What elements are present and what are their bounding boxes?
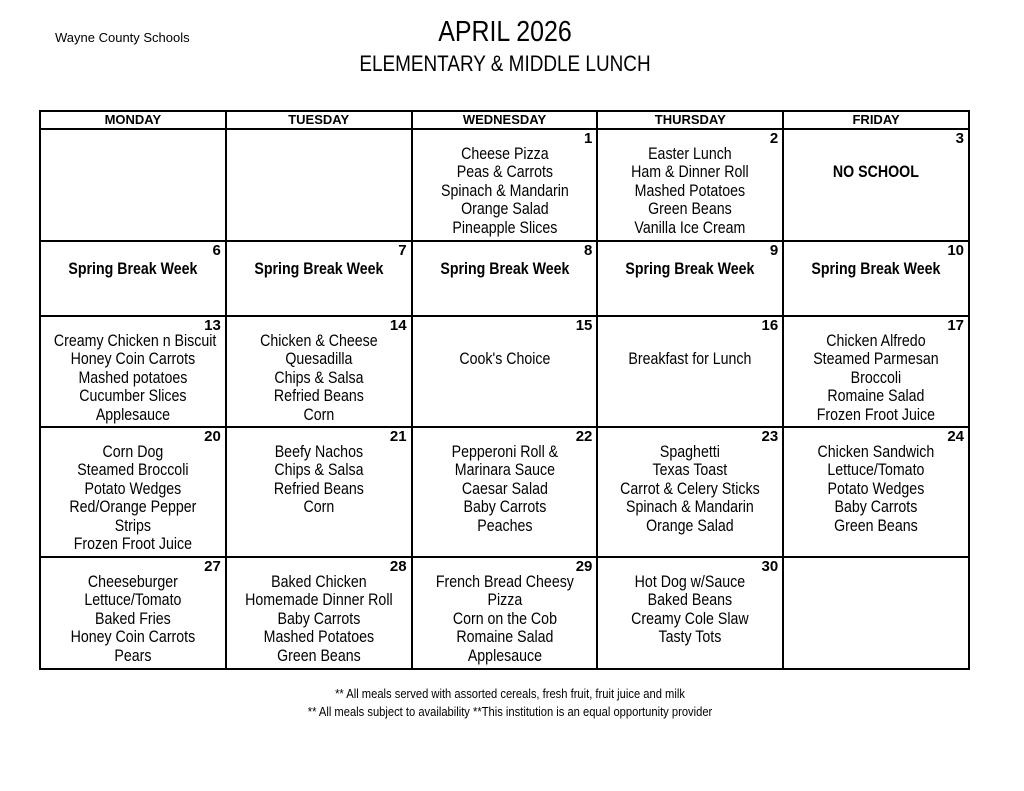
day-cell: [597, 129, 783, 241]
menu-item: Baked Fries: [95, 609, 171, 628]
menu-items: [598, 130, 782, 237]
menu-item: Spring Break Week: [625, 260, 755, 278]
menu-item: Pineapple Slices: [452, 218, 557, 237]
menu-item: Cucumber Slices: [79, 387, 187, 406]
lunch-calendar: [39, 110, 970, 670]
menu-item: Pizza: [487, 591, 522, 610]
week-row: [40, 427, 969, 557]
menu-items: [41, 428, 225, 553]
day-number: 9: [769, 242, 779, 259]
menu-item: Ham & Dinner Roll: [631, 163, 750, 182]
day-number: 1: [584, 130, 593, 147]
menu-item: Strips: [114, 516, 152, 535]
week-row: [40, 129, 969, 241]
day-number: 2: [769, 130, 779, 147]
menu-item: Orange Salad: [460, 200, 549, 219]
day-number: 13: [204, 317, 221, 334]
menu-item: Lettuce/Tomato: [84, 591, 182, 610]
footer-note-availability: ** All meals subject to availability **This institution is an equal opportunity provider: [307, 704, 713, 719]
menu-item: Corn on the Cob: [452, 609, 557, 628]
day-cell: [40, 557, 226, 669]
menu-item: Chicken & Cheese: [259, 332, 378, 350]
menu-item: Easter Lunch: [648, 145, 733, 163]
day-cell: [412, 427, 598, 557]
menu-item: Refried Beans: [273, 387, 364, 406]
day-cell: [597, 427, 783, 557]
menu-items: [227, 242, 411, 278]
day-cell: [597, 557, 783, 669]
day-cell: [40, 129, 226, 241]
menu-items: [784, 317, 968, 424]
menu-item: Beefy Nachos: [274, 443, 363, 461]
menu-item: Frozen Froot Juice: [816, 405, 936, 424]
menu-item: Green Beans: [834, 516, 918, 535]
menu-item: Honey Coin Carrots: [70, 628, 196, 647]
day-number: 28: [389, 558, 407, 575]
day-number: 17: [947, 317, 964, 334]
menu-items: [784, 130, 968, 181]
menu-item: Spring Break Week: [68, 260, 198, 278]
menu-items: [784, 242, 968, 278]
menu-item: Spaghetti: [660, 443, 721, 461]
weekday-header: MONDAY: [40, 111, 226, 129]
menu-item: Spring Break Week: [811, 260, 941, 278]
menu-item: Frozen Froot Juice: [73, 535, 193, 554]
day-cell: [597, 241, 783, 316]
week-row: [40, 316, 969, 427]
menu-item: Broccoli: [850, 368, 902, 387]
menu-items: [41, 242, 225, 278]
day-cell: [226, 241, 412, 316]
menu-item: Mashed Potatoes: [635, 181, 746, 200]
day-cell: [783, 427, 969, 557]
menu-items: [598, 558, 782, 647]
menu-items: [413, 428, 597, 535]
menu-item: Vanilla Ice Cream: [634, 218, 746, 237]
day-number: 15: [575, 317, 593, 334]
menu-items: [227, 130, 411, 145]
menu-item: Chicken Sandwich: [817, 443, 935, 461]
day-number: 14: [389, 317, 407, 334]
week-row: [40, 557, 969, 669]
menu-items: [41, 317, 225, 424]
menu-item: Breakfast for Lunch: [628, 350, 752, 368]
day-cell: [40, 241, 226, 316]
weekday-header: THURSDAY: [597, 111, 783, 129]
day-number: 16: [761, 317, 779, 334]
menu-item: Baby Carrots: [834, 498, 918, 517]
menu-item: French Bread Cheesy: [435, 573, 574, 591]
day-cell: [412, 129, 598, 241]
day-number: 24: [947, 428, 964, 445]
menu-items: [598, 242, 782, 278]
menu-item: Spring Break Week: [439, 260, 570, 278]
menu-item: Tasty Tots: [658, 628, 722, 647]
menu-item: Chips & Salsa: [274, 461, 364, 480]
menu-item: Carrot & Celery Sticks: [620, 479, 761, 498]
day-number: 10: [947, 242, 964, 259]
day-cell: [226, 557, 412, 669]
weekday-header-row: [40, 111, 969, 129]
menu-item: Creamy Chicken n Biscuit: [53, 332, 217, 350]
menu-item: Green Beans: [648, 200, 733, 219]
menu-items: [41, 558, 225, 665]
menu-items: [784, 428, 968, 535]
menu-item: Green Beans: [276, 646, 361, 665]
menu-item: Creamy Cole Slaw: [631, 609, 750, 628]
day-number: 23: [761, 428, 779, 445]
menu-item: Baby Carrots: [277, 609, 361, 628]
menu-items: [41, 130, 225, 145]
day-number: 6: [212, 242, 221, 259]
menu-items: [413, 558, 597, 665]
menu-items: [413, 242, 597, 278]
menu-items: [784, 558, 968, 573]
day-cell: [412, 557, 598, 669]
day-cell: [226, 316, 412, 427]
menu-item: NO SCHOOL: [833, 163, 920, 181]
menu-item: Mashed Potatoes: [263, 628, 374, 647]
menu-item: Texas Toast: [652, 461, 728, 480]
footer-note-meals: ** All meals served with assorted cereals, fresh fruit, fruit juice and milk: [335, 686, 685, 701]
day-number: 8: [584, 242, 593, 259]
menu-item: Red/Orange Pepper: [69, 498, 197, 517]
day-cell: [412, 316, 598, 427]
menu-item: Hot Dog w/Sauce: [635, 573, 746, 591]
menu-item: Marinara Sauce: [454, 461, 555, 480]
menu-items: [413, 130, 597, 237]
menu-item: Cook's Choice: [458, 350, 551, 368]
day-cell: [597, 316, 783, 427]
menu-item: Orange Salad: [646, 516, 735, 535]
page-title: APRIL 2026: [438, 16, 572, 48]
menu-items: [227, 428, 411, 517]
day-cell: [783, 316, 969, 427]
menu-item: Potato Wedges: [84, 479, 182, 498]
menu-item: Lettuce/Tomato: [827, 461, 925, 480]
day-number: 27: [204, 558, 221, 575]
day-cell: [226, 129, 412, 241]
day-number: 21: [389, 428, 407, 445]
menu-items: [598, 428, 782, 535]
menu-item: Peas & Carrots: [456, 163, 553, 182]
weekday-header: FRIDAY: [783, 111, 969, 129]
menu-item: Cheeseburger: [87, 573, 178, 591]
day-cell: [40, 427, 226, 557]
menu-item: Romaine Salad: [455, 628, 554, 647]
menu-item: Chips & Salsa: [274, 368, 364, 387]
menu-item: Mashed potatoes: [78, 368, 188, 387]
menu-item: Potato Wedges: [827, 479, 925, 498]
day-cell: [783, 241, 969, 316]
menu-item: Applesauce: [95, 405, 170, 424]
menu-item: Romaine Salad: [827, 387, 925, 406]
menu-item: Quesadilla: [285, 350, 353, 369]
day-cell: [226, 427, 412, 557]
weekday-header: TUESDAY: [226, 111, 412, 129]
day-number: 30: [761, 558, 779, 575]
menu-item: Spring Break Week: [254, 260, 384, 278]
menu-item: Cheese Pizza: [460, 145, 549, 163]
day-number: 29: [575, 558, 593, 575]
menu-item: Corn Dog: [102, 443, 164, 461]
menu-item: Refried Beans: [273, 479, 364, 498]
menu-items: [413, 317, 597, 368]
day-number: 22: [575, 428, 593, 445]
menu-item: Corn: [303, 405, 335, 424]
week-row: [40, 241, 969, 316]
day-cell: [783, 557, 969, 669]
menu-item: Homemade Dinner Roll: [244, 591, 393, 610]
menu-item: Steamed Broccoli: [77, 461, 189, 480]
day-number: 3: [955, 130, 964, 147]
menu-item: Applesauce: [467, 646, 542, 665]
weekday-header: WEDNESDAY: [412, 111, 598, 129]
menu-item: Pepperoni Roll &: [451, 443, 558, 461]
menu-item: Spinach & Mandarin: [440, 181, 569, 200]
menu-item: Spinach & Mandarin: [626, 498, 755, 517]
day-number: 7: [398, 242, 407, 259]
day-cell: [40, 316, 226, 427]
menu-item: Baked Chicken: [270, 573, 367, 591]
day-cell: [412, 241, 598, 316]
district-name: Wayne County Schools: [55, 30, 190, 45]
menu-items: [227, 317, 411, 424]
menu-item: Chicken Alfredo: [826, 332, 926, 350]
menu-item: Honey Coin Carrots: [70, 350, 196, 369]
menu-item: Baked Beans: [648, 591, 733, 610]
menu-item: Pears: [114, 646, 152, 665]
menu-items: [227, 558, 411, 665]
menu-item: Baby Carrots: [463, 498, 546, 517]
page-subtitle: ELEMENTARY & MIDDLE LUNCH: [359, 51, 651, 76]
menu-item: Caesar Salad: [461, 479, 548, 498]
day-number: 20: [204, 428, 221, 445]
menu-item: Corn: [303, 498, 335, 517]
day-cell: [783, 129, 969, 241]
menu-item: Steamed Parmesan: [813, 350, 939, 369]
menu-items: [598, 317, 782, 368]
menu-item: Peaches: [476, 516, 533, 535]
